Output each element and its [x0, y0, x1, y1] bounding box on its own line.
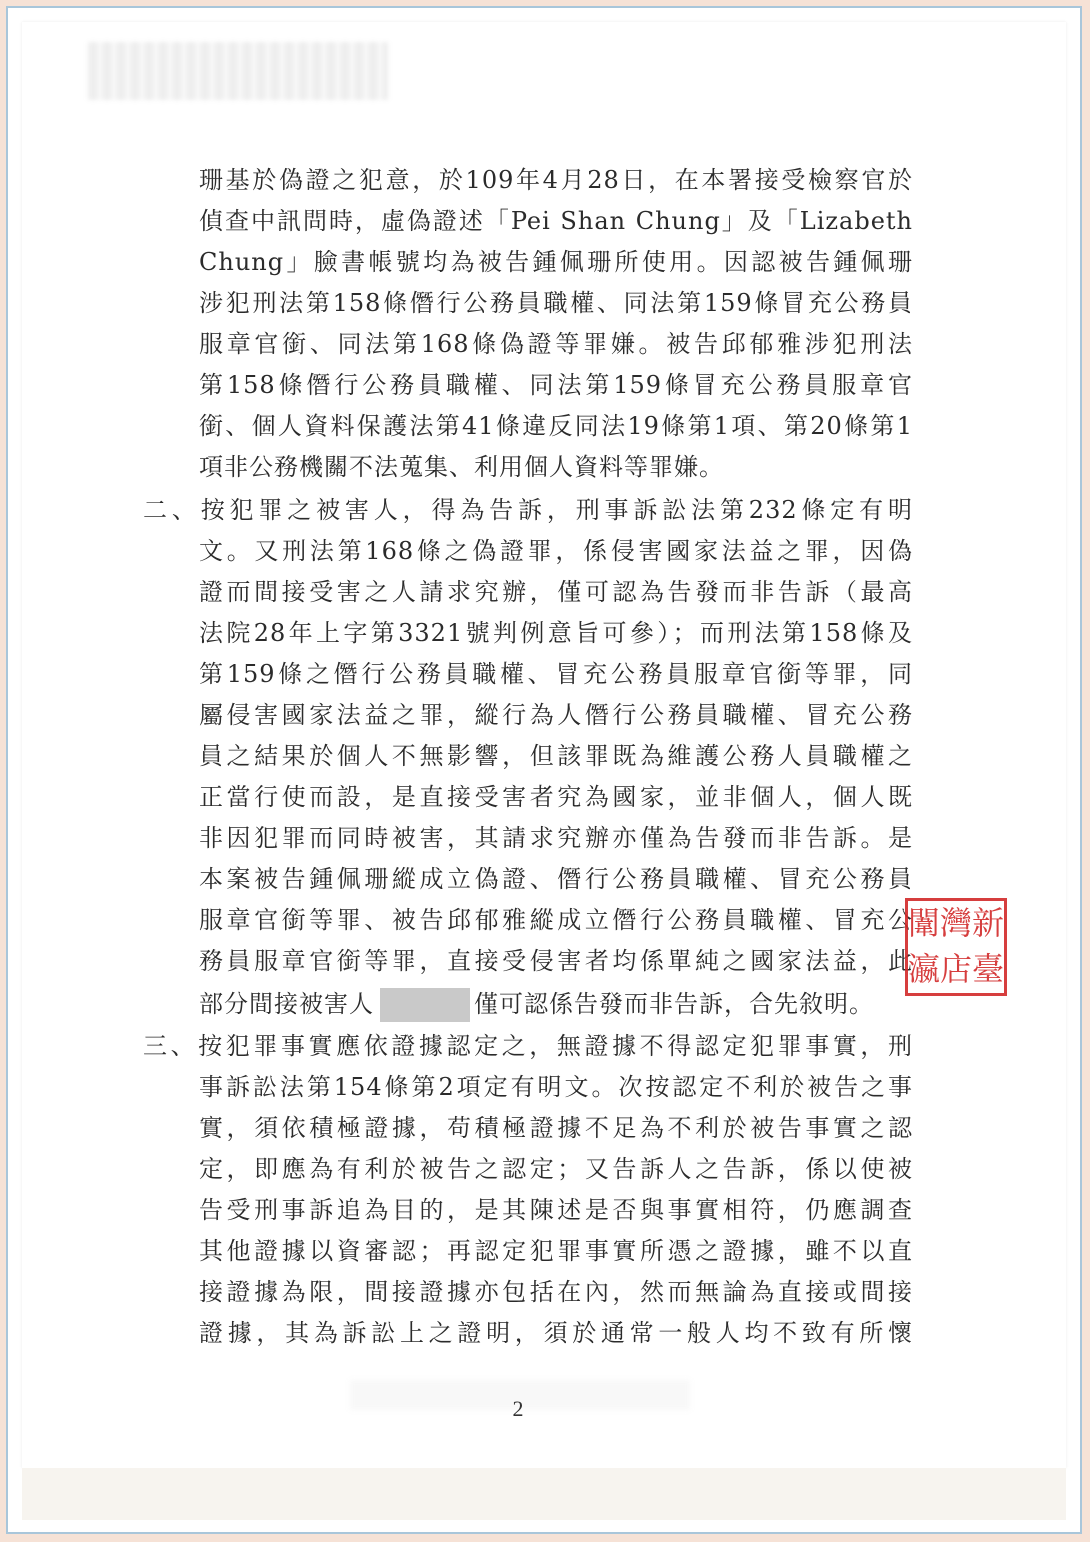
text-line: 其他證據以資審認；再認定犯罪事實所憑之證據，雖不以直	[199, 1237, 913, 1265]
text-line: 本案被告鍾佩珊縱成立偽證、僭行公務員職權、冒充公務員	[199, 865, 913, 893]
text-line: 告受刑事訴追為目的，是其陳述是否與事實相符，仍應調查	[199, 1196, 913, 1224]
text-line: 銜、個人資料保護法第41條違反同法19條第1項、第20條第1	[199, 412, 913, 440]
redaction-box	[380, 988, 470, 1022]
seal-char: 闈	[908, 904, 941, 942]
text-line: 事訴訟法第154條第2項定有明文。次按認定不利於被告之事	[199, 1073, 913, 1101]
seal-char: 瀛	[908, 950, 941, 988]
official-seal-stamp	[905, 898, 1007, 996]
text-line: 服章官銜、同法第168條偽證等罪嫌。被告邱郁雅涉犯刑法	[199, 330, 913, 358]
seal-char: 臺	[972, 950, 1005, 988]
text-line: 員之結果於個人不無影響，但該罪既為維護公務人員職權之	[199, 742, 913, 770]
text-line-part: 部分間接被害人	[199, 990, 374, 1018]
page-bottom-strip	[22, 1468, 1066, 1520]
page-number: 2	[512, 1396, 524, 1421]
text-line: 正當行使而設，是直接受害者究為國家，並非個人，個人既	[199, 783, 913, 811]
text-line: 屬侵害國家法益之罪，縱行為人僭行公務員職權、冒充公務	[199, 701, 913, 729]
text-line: 實，須依積極證據，苟積極證據不足為不利於被告事實之認	[199, 1114, 913, 1142]
text-line: 務員服章官銜等罪，直接受侵害者均係單純之國家法益，此	[199, 947, 913, 975]
seal-char: 新	[972, 904, 1005, 942]
text-line: 法院28年上字第3321號判例意旨可參）；而刑法第158條及	[199, 619, 913, 647]
text-line: 非因犯罪而同時被害，其請求究辦亦僅為告發而非告訴。是	[199, 824, 913, 852]
faded-header-bleed	[88, 42, 388, 100]
text-line: 第159條之僭行公務員職權、冒充公務員服章官銜等罪，同	[199, 660, 913, 688]
text-line: 偵查中訊問時，虛偽證述「Pei Shan Chung」及「Lizabeth	[199, 207, 913, 235]
text-line: 珊基於偽證之犯意，於109年4月28日，在本署接受檢察官於	[199, 166, 913, 194]
seal-char: 店	[940, 950, 973, 988]
text-line: 文。又刑法第168條之偽證罪，係侵害國家法益之罪，因偽	[199, 537, 913, 565]
text-line-part: 僅可認係告發而非告訴，合先敘明。	[474, 990, 874, 1018]
text-line: 定，即應為有利於被告之認定；又告訴人之告訴，係以使被	[199, 1155, 913, 1183]
text-line: Chung」臉書帳號均為被告鍾佩珊所使用。因認被告鍾佩珊	[199, 248, 913, 276]
text-line: 接證據為限，間接證據亦包括在內，然而無論為直接或間接	[199, 1278, 913, 1306]
text-line: 第158條僭行公務員職權、同法第159條冒充公務員服章官	[199, 371, 913, 399]
section-heading-2: 二、按犯罪之被害人，得為告訴，刑事訴訟法第232條定有明	[143, 496, 913, 524]
text-line: 證而間接受害之人請求究辦，僅可認為告發而非告訴（最高	[199, 578, 913, 606]
text-line: 服章官銜等罪、被告邱郁雅縱成立僭行公務員職權、冒充公	[199, 906, 913, 934]
section-heading-3: 三、按犯罪事實應依證據認定之，無證據不得認定犯罪事實，刑	[143, 1032, 913, 1060]
text-line: 涉犯刑法第158條僭行公務員職權、同法第159條冒充公務員	[199, 289, 913, 317]
text-line: 證據，其為訴訟上之證明，須於通常一般人均不致有所懷	[199, 1319, 913, 1347]
text-line: 項非公務機關不法蒐集、利用個人資料等罪嫌。	[199, 453, 724, 481]
seal-char: 灣	[940, 904, 973, 942]
